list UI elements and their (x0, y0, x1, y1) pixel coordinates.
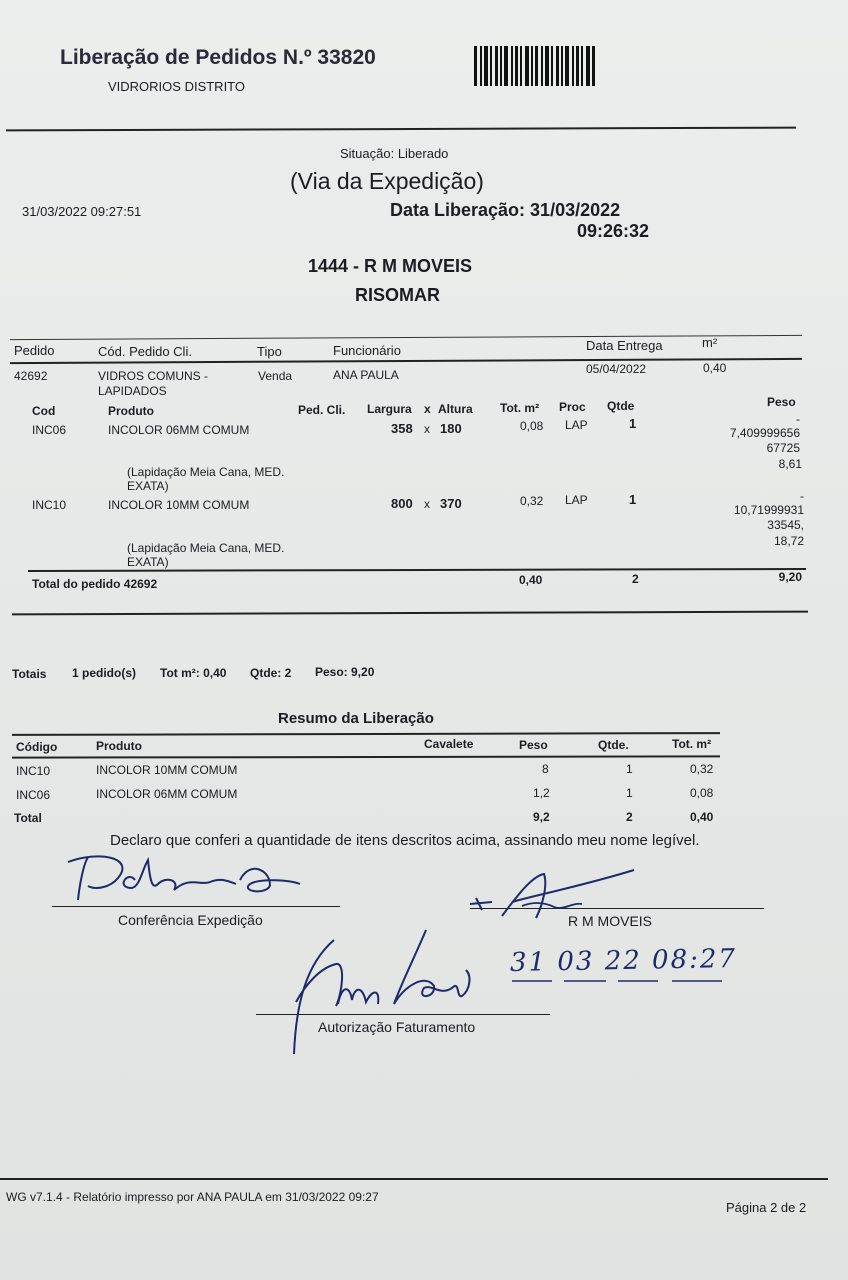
item-obs-line1: (Lapidação Meia Cana, MED. (127, 465, 285, 479)
order-total-qtde: 2 (632, 572, 639, 586)
order-pedido: 42692 (14, 369, 48, 383)
order-tipo: Venda (258, 369, 293, 383)
resumo-total-peso: 9,2 (533, 810, 550, 824)
resumo-col-cavalete: Cavalete (424, 737, 474, 751)
item-proc: LAP (565, 418, 588, 432)
item-peso-line1: 10,71999931 (733, 503, 804, 517)
col-data-entrega: Data Entrega (586, 338, 663, 353)
order-cod-cli-line1: VIDROS COMUNS - (98, 369, 209, 383)
resumo-peso: 1,2 (533, 786, 550, 800)
item-altura: 370 (440, 496, 462, 511)
data-liberacao-label: Data Liberação: 31/03/2022 (390, 200, 621, 220)
signature-autorizacao-drawing (276, 924, 486, 1064)
col-m2: m² (702, 335, 718, 350)
resumo-codigo: INC10 (16, 764, 51, 778)
footer-printed-by: WG v7.1.4 - Relatório impresso por ANA PAULA em 31/03/2022 09:27 (6, 1190, 379, 1204)
items-col-x: x (424, 402, 431, 416)
printed-at: 31/03/2022 09:27:51 (22, 204, 142, 219)
order-m2: 0,40 (703, 361, 727, 375)
totals-m2: Tot m²: 0,40 (160, 666, 227, 680)
resumo-codigo: INC06 (16, 788, 51, 802)
handwritten-date-underline (508, 978, 728, 986)
item-qtde: 1 (629, 416, 637, 431)
order-total-label: Total do pedido 42692 (32, 577, 158, 591)
item-obs-line2: EXATA) (127, 479, 169, 493)
items-col-cod: Cod (32, 404, 56, 418)
item-peso-line2: 33545, (767, 518, 804, 532)
resumo-peso: 8 (542, 762, 549, 776)
footer-page-number: Página 2 de 2 (726, 1200, 807, 1215)
order-total-m2: 0,40 (519, 573, 543, 587)
signature-label-cliente: R M MOVEIS (568, 913, 653, 929)
resumo-header-line (12, 755, 720, 758)
col-funcionario: Funcionário (333, 343, 401, 358)
via-label: (Via da Expedição) (290, 168, 484, 194)
item-peso-line1: 7,409999656 (729, 426, 800, 440)
company-name: VIDRORIOS DISTRITO (108, 79, 245, 94)
data-liberacao-time: 09:26:32 (577, 221, 650, 241)
item-cod: INC10 (32, 498, 67, 512)
item-qtde: 1 (629, 492, 637, 507)
item-peso-line3: 8,61 (778, 457, 802, 471)
resumo-col-peso: Peso (519, 738, 548, 752)
items-col-altura: Altura (438, 402, 473, 416)
items-col-largura: Largura (367, 402, 412, 416)
items-col-ped-cli: Ped. Cli. (298, 403, 346, 417)
resumo-produto: INCOLOR 10MM COMUM (96, 763, 238, 777)
items-col-proc: Proc (559, 400, 586, 414)
client-name: 1444 - R M MOVEIS (308, 256, 473, 276)
situacao-label: Situação: Liberado (340, 146, 449, 161)
barcode (474, 46, 614, 86)
resumo-col-produto: Produto (96, 739, 142, 753)
resumo-col-tot-m2: Tot. m² (672, 737, 712, 751)
resumo-col-qtde: Qtde. (598, 738, 629, 752)
totals-peso: Peso: 9,20 (315, 665, 375, 679)
handwritten-date: 31 03 22 08:27 (509, 944, 738, 978)
totals-label: Totais (12, 667, 47, 681)
signature-label-conferencia: Conferência Expedição (118, 912, 263, 928)
signature-label-autorizacao: Autorização Faturamento (318, 1019, 476, 1035)
resumo-top-line (12, 732, 720, 735)
item-peso-dash: - (796, 412, 800, 426)
order-cod-cli-line2: LAPIDADOS (98, 384, 167, 398)
header-divider (6, 127, 796, 131)
resumo-total-label: Total (14, 811, 42, 825)
totals-pedidos: 1 pedido(s) (72, 666, 137, 680)
order-bottom-line (12, 611, 808, 615)
resumo-tot-m2: 0,08 (690, 786, 714, 800)
item-produto: INCOLOR 06MM COMUM (108, 423, 250, 437)
items-col-tot-m2: Tot. m² (500, 401, 540, 415)
resumo-title: Resumo da Liberação (278, 710, 434, 727)
items-col-peso: Peso (767, 395, 796, 409)
declaration-text: Declaro que conferi a quantidade de itens descritos acima, assinando meu nome legível. (110, 832, 700, 849)
item-largura: 800 (391, 496, 413, 511)
item-peso-dash: - (800, 489, 804, 503)
resumo-qtde: 1 (626, 786, 633, 800)
item-cod: INC06 (32, 423, 67, 437)
resumo-produto: INCOLOR 06MM COMUM (96, 787, 238, 801)
resumo-total-tot-m2: 0,40 (690, 810, 714, 824)
document-title: Liberação de Pedidos N.º 33820 (60, 46, 376, 69)
resumo-qtde: 1 (626, 762, 633, 776)
item-produto: INCOLOR 10MM COMUM (108, 498, 250, 512)
order-funcionario: ANA PAULA (333, 368, 399, 382)
item-peso-line2: 67725 (766, 441, 800, 455)
item-obs-line1: (Lapidação Meia Cana, MED. (127, 541, 285, 555)
col-cod-pedido-cli: Cód. Pedido Cli. (98, 344, 192, 359)
order-data-entrega: 05/04/2022 (586, 362, 647, 376)
resumo-col-codigo: Código (16, 740, 58, 754)
item-altura: 180 (440, 421, 462, 436)
footer-line (0, 1178, 828, 1180)
col-tipo: Tipo (257, 344, 282, 359)
item-tot-m2: 0,32 (520, 494, 544, 508)
client-alias: RISOMAR (355, 285, 440, 305)
signature-conferencia-drawing (40, 840, 310, 920)
items-col-qtde: Qtde (607, 399, 635, 413)
items-col-produto: Produto (108, 404, 154, 418)
item-tot-m2: 0,08 (520, 419, 544, 433)
item-peso-line3: 18,72 (773, 534, 804, 548)
item-x: x (424, 422, 430, 436)
item-x: x (424, 497, 430, 511)
item-obs-line2: EXATA) (127, 555, 169, 569)
resumo-tot-m2: 0,32 (690, 762, 714, 776)
resumo-total-qtde: 2 (626, 810, 633, 824)
item-largura: 358 (391, 421, 413, 436)
col-pedido: Pedido (14, 343, 55, 358)
signature-cliente-drawing (462, 866, 642, 926)
item-proc: LAP (565, 493, 588, 507)
totals-qtde: Qtde: 2 (250, 666, 292, 680)
order-top-line (10, 335, 802, 340)
order-total-peso: 9,20 (778, 570, 802, 584)
